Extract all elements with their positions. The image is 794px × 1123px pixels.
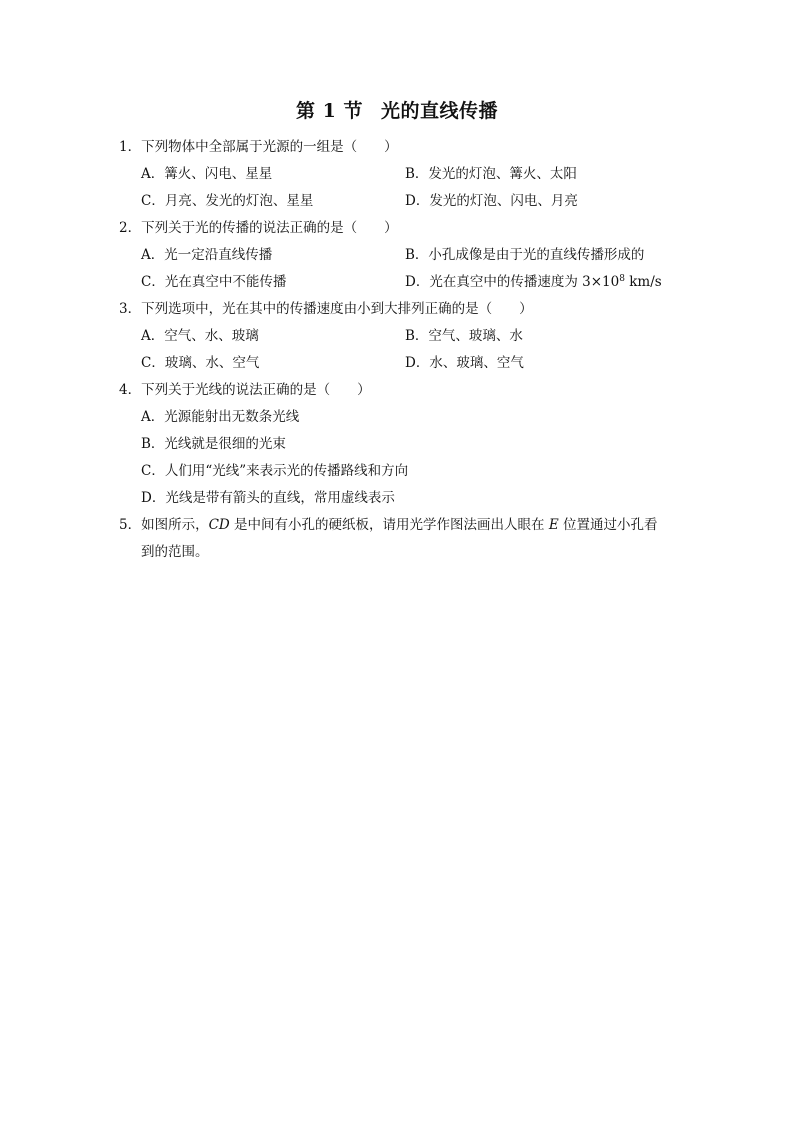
exponent: 8	[619, 274, 625, 284]
question-stem: 5．如图所示，CD 是中间有小孔的硬纸板，请用光学作图法画出人眼在 E 位置通过小孔看	[119, 517, 658, 533]
question-stem: 4．下列关于光线的说法正确的是（ ）	[119, 382, 371, 398]
page-title	[0, 96, 794, 123]
option-c: C．光在真空中不能传播	[141, 274, 287, 290]
option-a: A．光源能射出无数条光线	[141, 409, 300, 425]
option-d: D．水、玻璃、空气	[405, 355, 524, 371]
label-cd: CD	[208, 517, 230, 533]
question-3	[119, 296, 679, 377]
option-a: A．光一定沿直线传播	[141, 247, 273, 263]
question-stem: 2．下列关于光的传播的说法正确的是（ ）	[119, 220, 398, 236]
question-stem: 1．下列物体中全部属于光源的一组是（ ）	[119, 139, 398, 155]
option-b: B．光线就是很细的光束	[141, 436, 286, 452]
option-d: D．发光的灯泡、闪电、月亮	[405, 193, 578, 209]
section-title: 光的直线传播	[380, 100, 498, 122]
option-c: C．人们用“光线”来表示光的传播路线和方向	[141, 463, 409, 479]
question-4	[119, 377, 679, 512]
option-b: B．空气、玻璃、水	[405, 328, 523, 344]
option-a: A．篝火、闪电、星星	[141, 166, 273, 182]
question-2	[119, 215, 679, 296]
option-b: B．发光的灯泡、篝火、太阳	[405, 166, 577, 182]
question-stem-continued: 到的范围。	[141, 544, 209, 560]
option-a: A．空气、水、玻璃	[141, 328, 259, 344]
option-d: D．光在真空中的传播速度为 $3\times 10^8$ km/s	[405, 274, 662, 290]
option-b: B．小孔成像是由于光的直线传播形成的	[405, 247, 645, 263]
option-c: C．玻璃、水、空气	[141, 355, 260, 371]
question-list	[119, 134, 679, 566]
question-stem: 3．下列选项中，光在其中的传播速度由小到大排列正确的是（ ）	[119, 301, 533, 317]
option-c: C．月亮、发光的灯泡、星星	[141, 193, 314, 209]
label-e: E	[548, 517, 559, 533]
question-5	[119, 512, 679, 566]
section-number: 第 1 节	[296, 100, 363, 122]
question-1	[119, 134, 679, 215]
option-d: D．光线是带有箭头的直线，常用虚线表示	[141, 490, 395, 506]
